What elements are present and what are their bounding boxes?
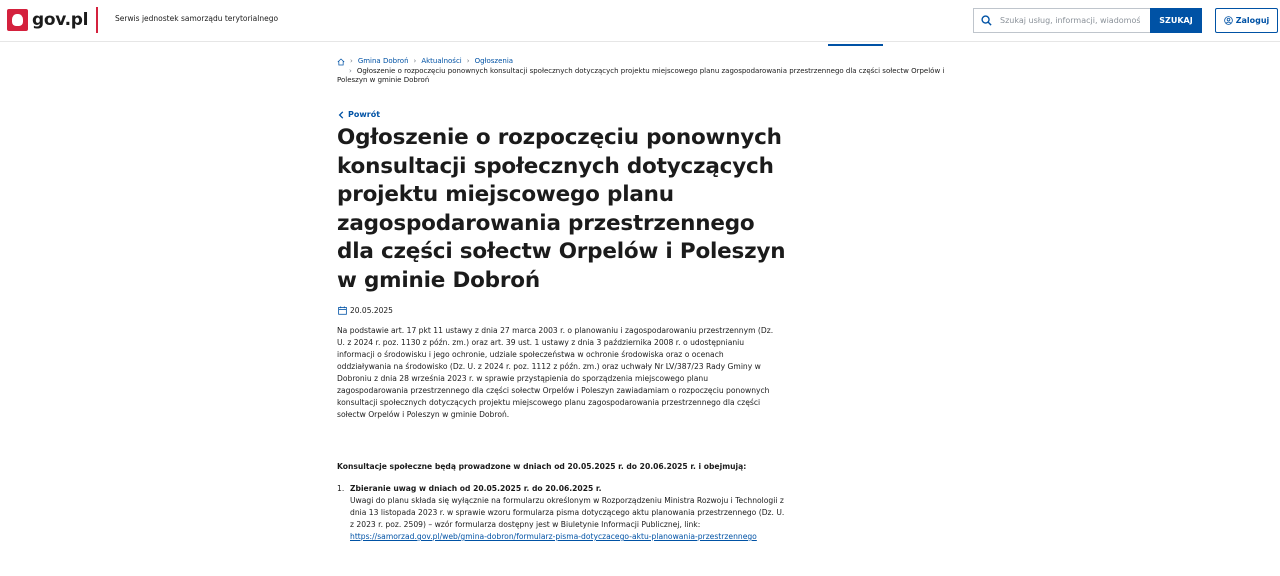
- chevron-right-icon: ›: [413, 57, 417, 65]
- search-form: [973, 8, 1202, 33]
- list-item-title: Zbieranie uwag w dniach od 20.05.2025 r. do 20.06.2025 r.: [350, 484, 602, 493]
- article-paragraph: Na podstawie art. 17 pkt 11 ustawy z dnia 27 marca 2003 r. o planowaniu i zagospodarowaniu przestrzennym (Dz. U. z 2024 r. poz. 1130 z późn. zm.) oraz art. 39 ust. 1 ustawy z dnia 3 października 2008 r. o udostępnianiu informacji o środowisku i jego ochronie, udziale społeczeństwa w ochronie środowiska oraz o ocenach oddziaływania na środowisko (Dz. U. z 2024 r. poz. 1112 z późn. zm.) oraz uchwały Nr LV/387/23 Rady Gminy w Dobroniu z dnia 28 września 2023 r. w sprawie przystąpienia do sporządzenia miejscowego planu zagospodarowania przestrzennego dla części sołectw Orpelów i Poleszyn zawiadamiam o rozpoczęciu ponownych konsultacji społecznych dotyczących projektu miejscowego planu zagospodarowania przestrzennego dla części sołectw Orpelów i Poleszyn w gminie Dobroń.: [337, 326, 774, 419]
- login-button[interactable]: [1215, 8, 1278, 33]
- chevron-right-icon: ›: [350, 57, 353, 65]
- breadcrumb: [337, 57, 997, 86]
- breadcrumb-item-ogloszenia[interactable]: Ogłoszenia: [474, 57, 514, 65]
- publication-date: [338, 306, 393, 315]
- chevron-left-icon: [338, 111, 344, 119]
- service-name: Serwis jednostek samorządu terytorialnego: [115, 14, 279, 23]
- breadcrumb-item-aktualnosci[interactable]: Aktualności: [421, 57, 462, 65]
- breadcrumb-current-cont: Poleszyn w gminie Dobroń: [337, 76, 430, 84]
- chevron-right-icon: ›: [349, 66, 352, 75]
- gov-pl-logo[interactable]: [7, 9, 88, 31]
- breadcrumb-item-gmina[interactable]: Gmina Dobroń: [357, 57, 409, 65]
- user-icon: [1224, 16, 1233, 25]
- consultation-lead: Konsultacje społeczne będą prowadzone w dniach od 20.05.2025 r. do 20.06.2025 r. i obejmują:: [337, 462, 747, 471]
- search-icon: [981, 15, 992, 26]
- page-title: Ogłoszenie o rozpoczęciu ponownych konsultacji społecznych dotyczących projektu miejscowego planu zagospodarowania przestrzennego dla części sołectw Orpelów i Poleszyn w gminie Dobroń: [337, 125, 786, 293]
- eagle-emblem-icon: [7, 9, 28, 31]
- search-input[interactable]: [1000, 16, 1140, 25]
- login-label: Zaloguj: [1235, 16, 1270, 25]
- list-item-text: [350, 495, 787, 543]
- chevron-right-icon: ›: [466, 57, 470, 65]
- home-icon[interactable]: [337, 58, 345, 66]
- back-label: Powrót: [348, 110, 381, 119]
- search-field[interactable]: [973, 8, 1150, 33]
- form-link[interactable]: https://samorzad.gov.pl/web/gmina-dobron/formularz-pisma-dotyczacego-aktu-planowania-przestrzennego: [350, 532, 757, 541]
- header-divider: [96, 7, 98, 33]
- date-text: 20.05.2025: [350, 306, 393, 315]
- list-item-number: 1.: [337, 484, 345, 493]
- active-tab-indicator: [828, 44, 883, 46]
- calendar-icon: [338, 306, 347, 315]
- site-header: [0, 0, 1280, 42]
- search-button[interactable]: SZUKAJ: [1150, 8, 1202, 33]
- logo-text: gov.pl: [32, 10, 89, 30]
- back-link[interactable]: [338, 110, 380, 119]
- breadcrumb-current: Ogłoszenie o rozpoczęciu ponownych konsultacji społecznych dotyczących projektu miejscowego planu zagospodarowania przestrzennego dla części sołectw Orpelów i: [356, 66, 945, 75]
- list-item-description: Uwagi do planu składa się wyłącznie na formularzu określonym w Rozporządzeniu Ministra Rozwoju i Technologii z dnia 13 listopada 2023 r. w sprawie wzoru formularza pisma dotyczącego aktu planowania przestrzennego (Dz. U. z 2023 r. poz. 2509) – wzór formularza dostępny jest w Biuletynie Informacji Publicznej, link:: [350, 496, 785, 529]
